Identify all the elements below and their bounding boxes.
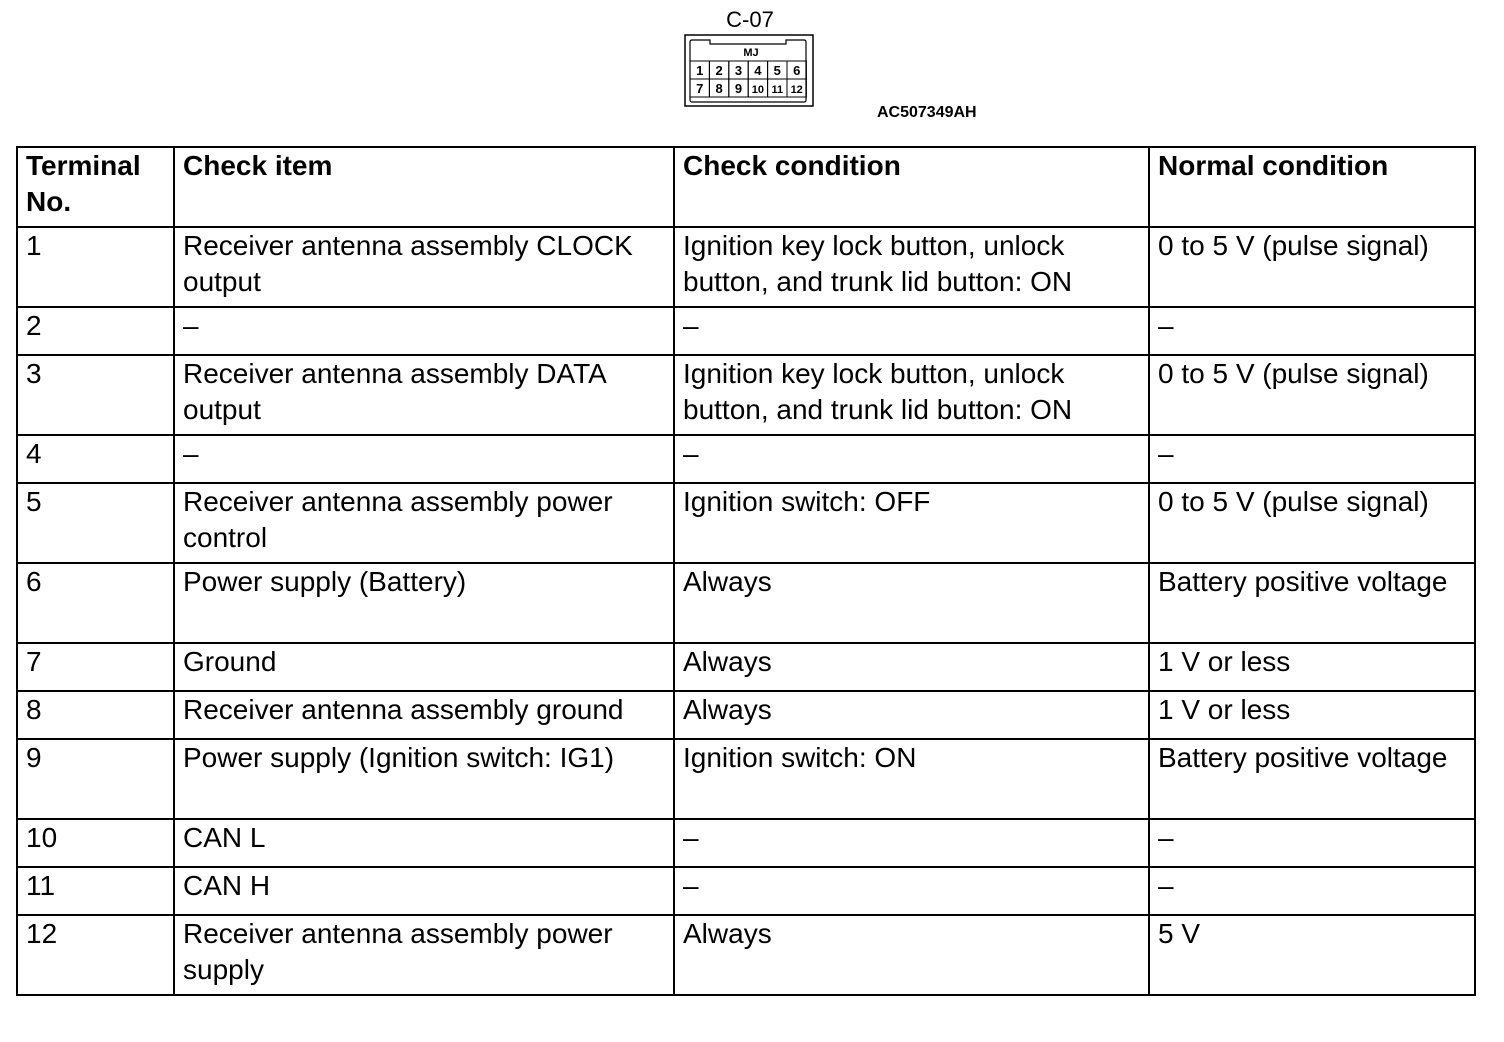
normal-condition-cell: 5 V [1149,915,1475,995]
table-row [17,643,1475,691]
connector-pin-number: 1 [696,63,704,78]
connector-pin-number: 7 [696,81,704,96]
connector-pin-number: 9 [734,81,743,96]
connector-pin-number: 3 [734,63,743,78]
check-condition-cell: Ignition switch: OFF [674,483,1149,563]
table-row [17,915,1475,995]
connector-name: C-07 [726,7,774,32]
terminal-no-cell: 12 [17,915,174,995]
check-condition-cell: Ignition key lock button, unlock button, and trunk lid button: ON [674,227,1149,307]
connector-pin-number: 2 [715,63,723,78]
check-condition-cell: – [674,819,1149,867]
terminal-no-cell: 1 [17,227,174,307]
table-row [17,483,1475,563]
table-row [17,691,1475,739]
connector-type-label: MJ [743,47,759,59]
terminal-no-cell: 6 [17,563,174,643]
table-header-row [17,147,1475,227]
check-condition-cell: Ignition key lock button, unlock button, and trunk lid button: ON [674,355,1149,435]
table-row [17,739,1475,819]
terminal-no-cell: 4 [17,435,174,483]
check-item-cell: Receiver antenna assembly DATA output [174,355,674,435]
header-check-item: Check item [174,147,674,227]
check-condition-cell: – [674,867,1149,915]
normal-condition-cell: 0 to 5 V (pulse signal) [1149,227,1475,307]
normal-condition-cell: 1 V or less [1149,691,1475,739]
normal-condition-cell: Battery positive voltage [1149,563,1475,643]
table-row [17,819,1475,867]
header-terminal-no: Terminal No. [17,147,174,227]
normal-condition-cell: – [1149,819,1475,867]
connector-pin-number: 6 [793,63,801,78]
normal-condition-cell: 1 V or less [1149,643,1475,691]
check-condition-cell: Always [674,915,1149,995]
connector-pin-number: 12 [790,84,803,96]
terminal-no-cell: 11 [17,867,174,915]
figure-code: AC507349AH [877,104,977,121]
check-item-cell: Power supply (Ignition switch: IG1) [174,739,674,819]
normal-condition-cell: – [1149,435,1475,483]
check-condition-cell: Always [674,643,1149,691]
header-check-condition: Check condition [674,147,1149,227]
terminal-check-table [16,146,1476,996]
check-item-cell: Receiver antenna assembly power supply [174,915,674,995]
check-condition-cell: Always [674,563,1149,643]
normal-condition-cell: 0 to 5 V (pulse signal) [1149,483,1475,563]
terminal-no-cell: 3 [17,355,174,435]
check-item-cell: CAN H [174,867,674,915]
terminal-no-cell: 5 [17,483,174,563]
check-condition-cell: – [674,435,1149,483]
table-row [17,563,1475,643]
check-item-cell: Power supply (Battery) [174,563,674,643]
check-condition-cell: Always [674,691,1149,739]
connector-pin-number: 8 [715,81,723,96]
connector-pin-number: 5 [773,63,781,78]
header-normal-condition: Normal condition [1149,147,1475,227]
table-row [17,435,1475,483]
check-item-cell: Receiver antenna assembly ground [174,691,674,739]
check-item-cell: Ground [174,643,674,691]
normal-condition-cell: Battery positive voltage [1149,739,1475,819]
connector-pin-number: 4 [754,63,762,78]
table-row [17,227,1475,307]
check-item-cell: CAN L [174,819,674,867]
connector-pin-number: 10 [751,84,765,96]
terminal-no-cell: 9 [17,739,174,819]
connector-diagram [684,34,816,110]
terminal-no-cell: 10 [17,819,174,867]
terminal-no-cell: 7 [17,643,174,691]
check-item-cell: – [174,307,674,355]
terminal-no-cell: 2 [17,307,174,355]
normal-condition-cell: 0 to 5 V (pulse signal) [1149,355,1475,435]
normal-condition-cell: – [1149,307,1475,355]
connector-pin-number: 11 [771,84,784,96]
table-row [17,355,1475,435]
check-item-cell: Receiver antenna assembly power control [174,483,674,563]
check-item-cell: Receiver antenna assembly CLOCK output [174,227,674,307]
terminal-no-cell: 8 [17,691,174,739]
check-condition-cell: Ignition switch: ON [674,739,1149,819]
normal-condition-cell: – [1149,867,1475,915]
check-item-cell: – [174,435,674,483]
table-row [17,867,1475,915]
table-row [17,307,1475,355]
check-condition-cell: – [674,307,1149,355]
